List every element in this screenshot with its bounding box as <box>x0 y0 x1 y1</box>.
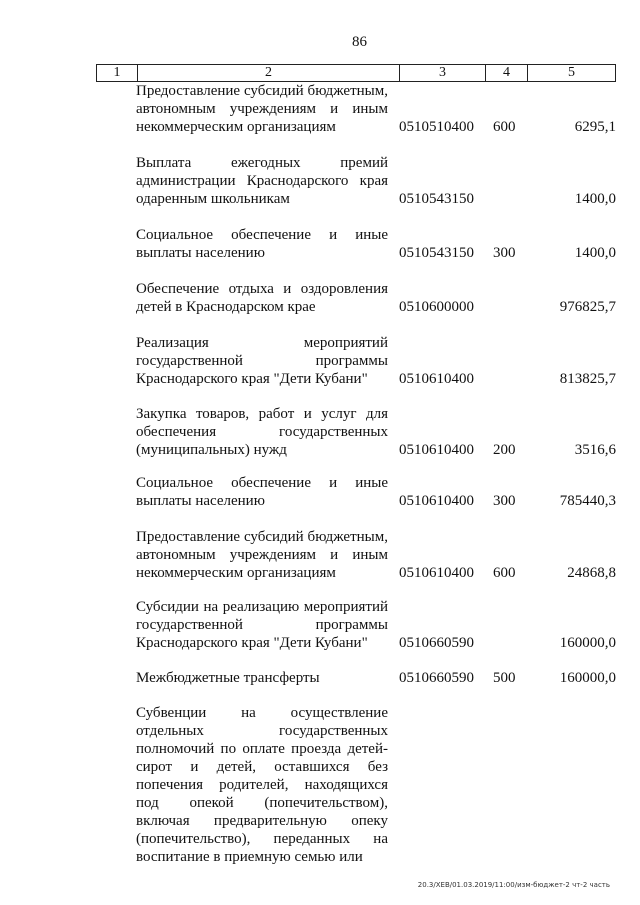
row-amount: 6295,1 <box>574 119 616 135</box>
row-type: 600 <box>493 119 516 135</box>
row-code: 0510543150 <box>399 245 474 261</box>
row-description: Субвенции на осуществление отдельных государственных полномочий по оплате проезда детей-сирот и детей, оставшихся без попечения родителей, находящихся под опекой (попечительством), включая предварительную опеку (попечительство), переданных на воспитание в приемную семью или <box>136 705 388 865</box>
row-code: 0510600000 <box>399 299 474 315</box>
row-amount: 1400,0 <box>574 245 616 261</box>
row-description: Реализация мероприятий государственной программы Краснодарского края "Дети Кубани" <box>136 335 388 387</box>
row-code: 0510660590 <box>399 670 474 686</box>
row-description: Субсидии на реализацию мероприятий государственной программы Краснодарского края "Дети Кубани" <box>136 599 388 651</box>
row-code: 0510543150 <box>399 191 474 207</box>
row-type: 300 <box>493 493 516 509</box>
row-description: Социальное обеспечение и иные выплаты населению <box>136 227 388 261</box>
row-description: Закупка товаров, работ и услуг для обеспечения государственных (муниципальных) нужд <box>136 406 388 458</box>
header-col-2: 2 <box>137 65 399 81</box>
page-number: 86 <box>352 34 367 50</box>
row-type: 300 <box>493 245 516 261</box>
row-description: Предоставление субсидий бюджетным, автономным учреждениям и иным некоммерческим организациям <box>136 83 388 135</box>
row-code: 0510510400 <box>399 119 474 135</box>
row-amount: 160000,0 <box>559 670 616 686</box>
row-amount: 813825,7 <box>559 371 616 387</box>
row-amount: 24868,8 <box>567 565 616 581</box>
row-amount: 785440,3 <box>559 493 616 509</box>
document-footer: 20.3/ХЕВ/01.03.2019/11:00/изм-бюджет-2 чт-2 часть <box>417 881 610 889</box>
row-amount: 3516,6 <box>574 442 616 458</box>
row-type: 600 <box>493 565 516 581</box>
row-type: 500 <box>493 670 516 686</box>
header-col-1: 1 <box>113 65 121 80</box>
row-code: 0510610400 <box>399 565 474 581</box>
row-amount: 976825,7 <box>559 299 616 315</box>
table-header <box>96 64 616 82</box>
row-description: Предоставление субсидий бюджетным, автономным учреждениям и иным некоммерческим организациям <box>136 529 388 581</box>
row-description: Выплата ежегодных премий администрации Краснодарского края одаренным школьникам <box>136 155 388 207</box>
header-col-5: 5 <box>527 65 615 81</box>
row-code: 0510610400 <box>399 371 474 387</box>
row-code: 0510610400 <box>399 442 474 458</box>
row-code: 0510660590 <box>399 635 474 651</box>
header-col-4: 4 <box>485 65 527 81</box>
header-col-3: 3 <box>399 65 485 81</box>
row-type: 200 <box>493 442 516 458</box>
row-code: 0510610400 <box>399 493 474 509</box>
row-description: Межбюджетные трансферты <box>136 670 320 686</box>
row-amount: 1400,0 <box>574 191 616 207</box>
row-description: Обеспечение отдыха и оздоровления детей в Краснодарском крае <box>136 281 388 315</box>
row-amount: 160000,0 <box>559 635 616 651</box>
row-description: Социальное обеспечение и иные выплаты населению <box>136 475 388 509</box>
